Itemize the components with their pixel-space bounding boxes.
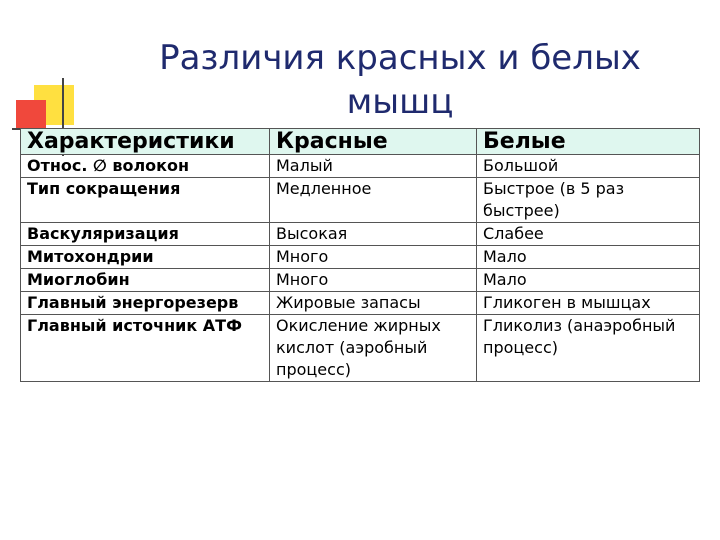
red-value: Жировые запасы xyxy=(270,292,477,315)
row-label: Митохондрии xyxy=(21,246,270,269)
table-row xyxy=(21,292,700,315)
red-value: Окисление жирных кислот (аэробный процесс) xyxy=(270,315,477,382)
table-row xyxy=(21,155,700,178)
header-red: Красные xyxy=(270,129,477,155)
table-row xyxy=(21,315,700,382)
table-row xyxy=(21,178,700,223)
red-value: Малый xyxy=(270,155,477,178)
red-value: Много xyxy=(270,269,477,292)
white-value: Слабее xyxy=(477,223,700,246)
row-label: Тип сокращения xyxy=(21,178,270,223)
table-row xyxy=(21,223,700,246)
red-value: Много xyxy=(270,246,477,269)
decorative-red-square xyxy=(16,100,46,130)
row-label: Миоглобин xyxy=(21,269,270,292)
white-value: Мало xyxy=(477,246,700,269)
white-value: Гликолиз (анаэробный процесс) xyxy=(477,315,700,382)
white-value: Мало xyxy=(477,269,700,292)
header-characteristics: Характеристики xyxy=(21,129,270,155)
row-label: Главный источник АТФ xyxy=(21,315,270,382)
row-label: Васкуляризация xyxy=(21,223,270,246)
white-value: Быстрое (в 5 раз быстрее) xyxy=(477,178,700,223)
slide-title: Различия красных и белых мышц xyxy=(159,38,641,122)
table-header-row xyxy=(21,129,700,155)
comparison-table xyxy=(20,128,700,382)
header-white: Белые xyxy=(477,129,700,155)
red-value: Высокая xyxy=(270,223,477,246)
row-label: Главный энергорезерв xyxy=(21,292,270,315)
white-value: Гликоген в мышцах xyxy=(477,292,700,315)
row-label: Относ. ∅ волокон xyxy=(21,155,270,178)
table-row xyxy=(21,269,700,292)
white-value: Большой xyxy=(477,155,700,178)
table-row xyxy=(21,246,700,269)
red-value: Медленное xyxy=(270,178,477,223)
